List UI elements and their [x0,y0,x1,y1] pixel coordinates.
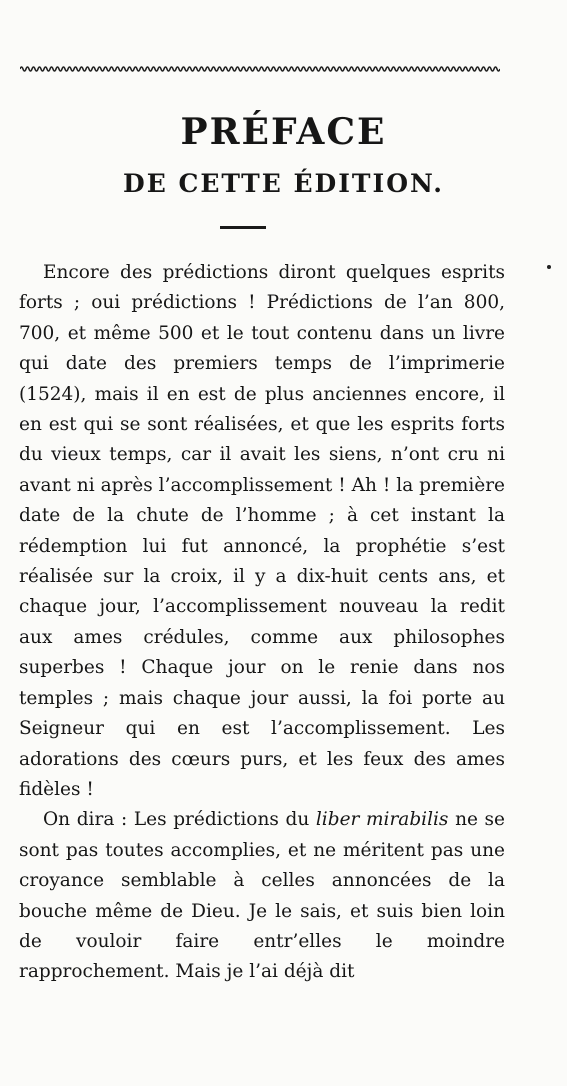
decorative-border-ornament [20,64,500,74]
paragraph-2-start: On dira : Les prédictions du [43,809,310,831]
paragraph-2-end: ne se sont pas toutes accomplies, et ne méritent pas une croyance semblable à celles annoncées de la bouche même de Dieu. Je le sais, et suis bien loin de vouloir faire entr’elles le moindre rapprochement. Mais je l’ai déjà dit [19,809,505,983]
paragraph-1: Encore des prédictions diront quelques esprits forts ; oui prédictions ! Prédictions de l’an 800, 700, et même 500 et le tout contenu dans un livre qui date des premiers temps de l’imprimerie (1524), mais il en est de plus anciennes encore, il en est qui se sont réalisées, et que les esprits forts du vieux temps, car il avait les siens, n’ont cru ni avant ni après l’accomplissement ! Ah ! la première date de la chute de l’homme ; à cet instant la rédemption lui fut annoncé, la prophétie s’est réalisée sur la croix, il y a dix-huit cents ans, et chaque jour, l’accomplissement nouveau la redit aux ames crédules, comme aux philosophes superbes ! Chaque jour on le renie dans nos temples ; mais chaque jour aussi, la foi porte au Seigneur qui en est l’accomplissement. Les adorations des cœurs purs, et les feux des ames fidèles ! [19,262,505,800]
book-title-italic: liber mirabilis [315,809,449,831]
ink-speck [547,265,551,269]
page-subtitle: DE CETTE ÉDITION. [123,169,444,198]
body-text [19,258,505,988]
page-title: PRÉFACE [180,111,387,153]
paragraph-2 [19,805,505,987]
title-divider [220,226,266,229]
